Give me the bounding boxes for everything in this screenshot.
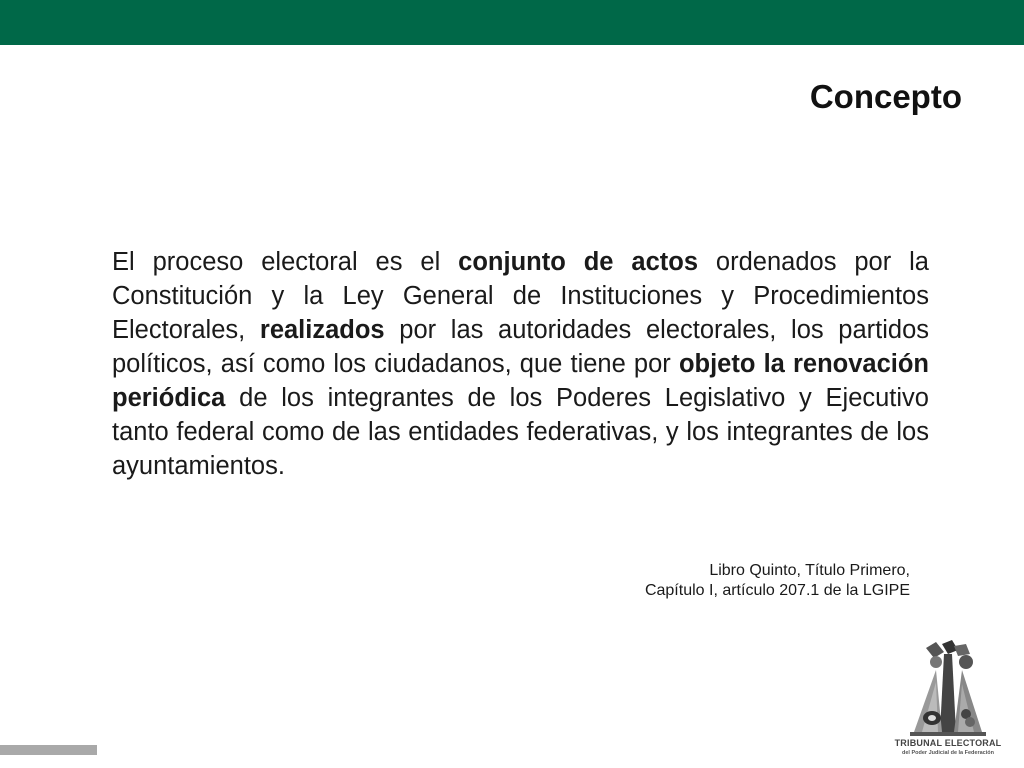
body-segment: ordenados por la Constitución y la Ley General de Instituciones y Procedimientos Electorales, [112, 248, 929, 344]
body-paragraph [112, 245, 929, 483]
body-segment-bold: realizados [259, 316, 385, 344]
logo-name: TRIBUNAL ELECTORAL [894, 738, 1002, 748]
slide-title: Concepto [809, 78, 962, 115]
citation [645, 561, 910, 601]
body-segment: de los integrantes de los Poderes Legislativo y Ejecutivo tanto federal como de las entidades federativas, y los integrantes de los ayuntamientos. [112, 384, 929, 480]
body-segment-bold: conjunto de actos [458, 248, 699, 276]
body-segment: El proceso electoral es el [112, 248, 459, 276]
citation-line-2: Capítulo I, artículo 207.1 de la LGIPE [644, 582, 910, 599]
footer-bar [0, 745, 97, 755]
citation-line-1: Libro Quinto, Título Primero, [709, 562, 910, 579]
logo-subtitle: del Poder Judicial de la Federación [901, 750, 994, 756]
body-segment: por las autoridades electorales, los partidos políticos, así como los ciudadanos, que tiene por [112, 316, 929, 378]
header-bar [0, 0, 1024, 45]
body-segment-bold: objeto la renovación periódica [112, 350, 930, 412]
